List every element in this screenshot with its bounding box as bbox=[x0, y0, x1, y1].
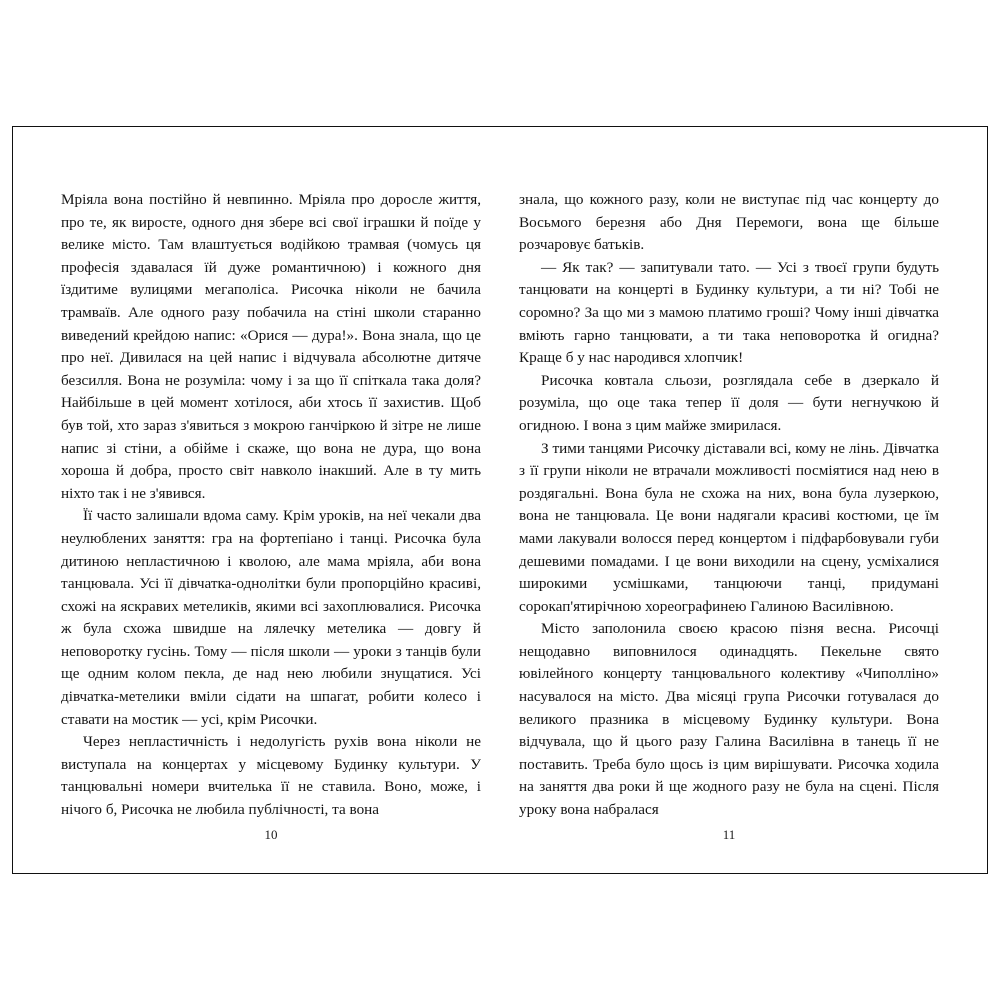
paragraph: Рисочка ковтала сльози, розглядала себе в дзеркало й розуміла, що оце така тепер її доля — бути негнучкою й огидною. І вона з цим майже змирилася. bbox=[519, 371, 939, 434]
paragraph: — Як так? — запитували тато. — Усі з твоєї групи будуть танцювати на концерті в Будинку культури, а ти ні? Тобі не соромно? За що ми з мамою платимо гроші? Чому інші дівчатка вміють гарно танцювати, а ти така неповоротка й огидна? Краще б у нас народився хлопчик! bbox=[519, 258, 939, 367]
right-page-text bbox=[519, 189, 939, 822]
page-left bbox=[61, 127, 481, 873]
paragraph: Через непластичність і недолугість рухів вона ніколи не виступала на концертах у місцевому Будинку культури. У танцювальні номери вчителька її не ставила. Воно, може, і нічого б, Рисочка не любила публічності, та вона bbox=[61, 733, 481, 819]
left-page-text bbox=[61, 189, 481, 822]
page-number-right: 11 bbox=[722, 827, 736, 842]
paragraph: Її часто залишали вдома саму. Крім уроків, на неї чекали два неулюблених заняття: гра на фортепіано і танці. Рисочка була дитиною непластичною і кволою, але мама мріяла, аби вона танцювала. Усі її дівчатка-однолітки були пропорційно красиві, схожі на яскравих метеликів, якими всі захоплювалися. Рисочка ж була схожа швидше на лялечку метелика — довгу й неповоротку гусінь. Тому — після школи — уроки з танців були ще одним колом пекла, де над нею любили знущатися. Усі дівчатка-метелики вміли сідати на шпагат, робити колесо і ставати на мостик — усі, крім Рисочки. bbox=[61, 507, 481, 728]
page-right bbox=[519, 127, 939, 873]
book-spread bbox=[12, 126, 988, 874]
paragraph: знала, що кожного разу, коли не виступає під час концерту до Восьмого березня або Дня Перемоги, вона ще більше розчаровує батьків. bbox=[519, 191, 939, 254]
paragraph: Мріяла вона постійно й невпинно. Мріяла про доросле життя, про те, як виросте, одного дня збере всі свої іграшки й поїде у велике місто. Там влаштується водійкою трамвая (чомусь ця професія здавалася їй дуже романтичною) і кожного дня їздитиме вулицями мегаполіса. Рисочка ніколи не бачила трамваїв. Але одного разу побачила на стіні школи старанно виведений крейдою напис: «Орися — дура!». Вона знала, що це про неї. Дивилася на цей напис і відчувала абсолютне дитяче безсилля. Вона не розуміла: чому і за що її спіткала така доля? Найбільше в цей момент хотілося, аби хтось її захистив. Щоб був той, хто зараз з'явиться з мокрою ганчіркою й зітре не лише напис зі стіни, а обійме і скаже, що вона не дура, що вона хороша й добра, просто світ навколо інакший. Але в ту мить ніхто так і не з'явився. bbox=[61, 191, 481, 502]
page-columns bbox=[13, 127, 987, 873]
page-number-left: 10 bbox=[264, 827, 278, 842]
paragraph: З тими танцями Рисочку діставали всі, кому не лінь. Дівчатка з її групи ніколи не втрачали можливості посміятися над нею в роздягальні. Вона була не схожа на них, вона була лузеркою, вона не танцювала. Це вони надягали красиві костюми, це їм мами лакували волосся перед концертом і підфарбовували губи дешевими помадами. І це вони виходили на сцену, усміхалися широкими усмішками, танцюючи танці, придумані сорокап'ятирічною хореографинею Галиною Василівною. bbox=[519, 439, 939, 615]
paragraph: Місто заполонила своєю красою пізня весна. Рисочці нещодавно виповнилося одинадцять. Пекельне свято ювілейного концерту танцювального колективу «Чиполліно» насувалося на місто. Два місяці група Рисочки готувалася до великого празника в місцевому Будинку культури. Вона відчувала, що й цього разу Галина Василівна в танець її не поставить. Треба було щось із цим вирішувати. Рисочка ходила на заняття два роки й ще жодного разу не була на сцені. Після уроку вона набралася bbox=[519, 620, 939, 819]
